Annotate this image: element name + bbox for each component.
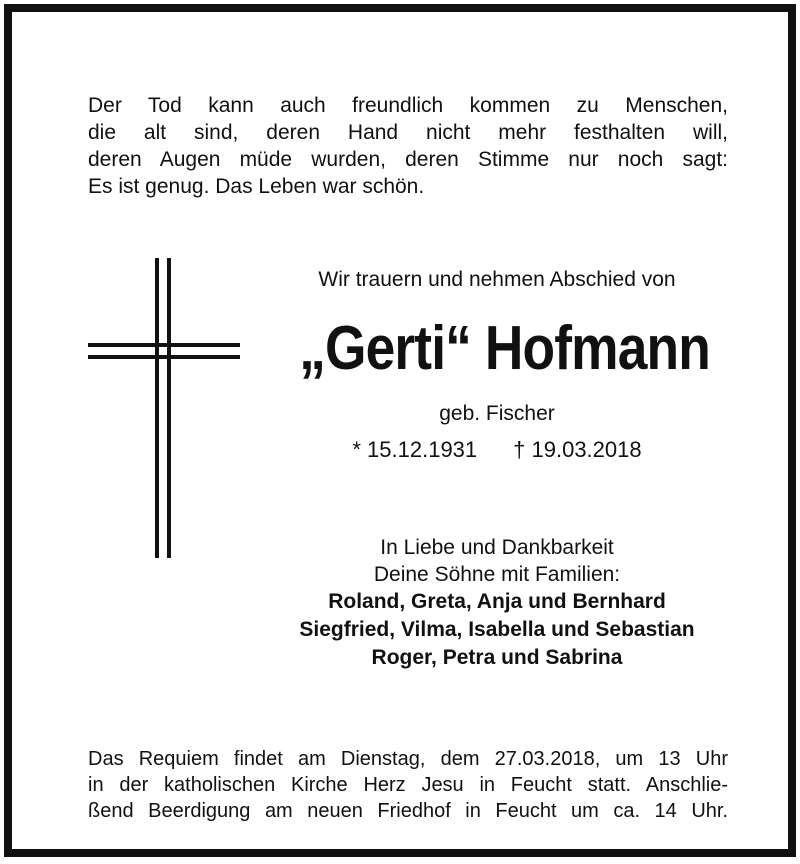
obituary-frame [4, 4, 796, 857]
cross-icon [88, 258, 248, 558]
requiem-line-1: Das Requiem findet am Dienstag, dem 27.03.2018, um 13 Uhr [88, 748, 728, 770]
family-names-1: Roland, Greta, Anja und Bernhard [328, 590, 666, 613]
poem-line-2: die alt sind, deren Hand nicht mehr festhalten will, [88, 121, 728, 144]
family-names-2: Siegfried, Vilma, Isabella und Sebastian [299, 618, 695, 641]
birth-date: * 15.12.1931 [352, 437, 478, 462]
family-line-1: In Liebe und Dankbarkeit [380, 536, 614, 559]
poem [88, 92, 728, 200]
death-date: † 19.03.2018 [513, 437, 642, 462]
farewell-intro: Wir trauern und nehmen Abschied von [318, 268, 676, 291]
family-section [242, 534, 752, 672]
family-names-3: Roger, Petra und Sabrina [371, 646, 623, 669]
life-dates [267, 436, 727, 464]
requiem-notice [88, 746, 728, 824]
requiem-line-3: ßend Beerdigung am neuen Friedhof in Feucht um ca. 14 Uhr. [88, 800, 728, 822]
requiem-line-2: in der katholischen Kirche Herz Jesu in Feucht statt. Anschlie- [88, 774, 728, 796]
deceased-name: „Gerti“ Hofmann [299, 314, 710, 383]
poem-line-1: Der Tod kann auch freundlich kommen zu Menschen, [88, 94, 728, 117]
poem-line-4: Es ist genug. Das Leben war schön. [88, 175, 425, 198]
maiden-name: geb. Fischer [439, 402, 555, 425]
poem-line-3: deren Augen müde wurden, deren Stimme nur noch sagt: [88, 148, 728, 171]
family-line-2: Deine Söhne mit Familien: [373, 563, 621, 586]
